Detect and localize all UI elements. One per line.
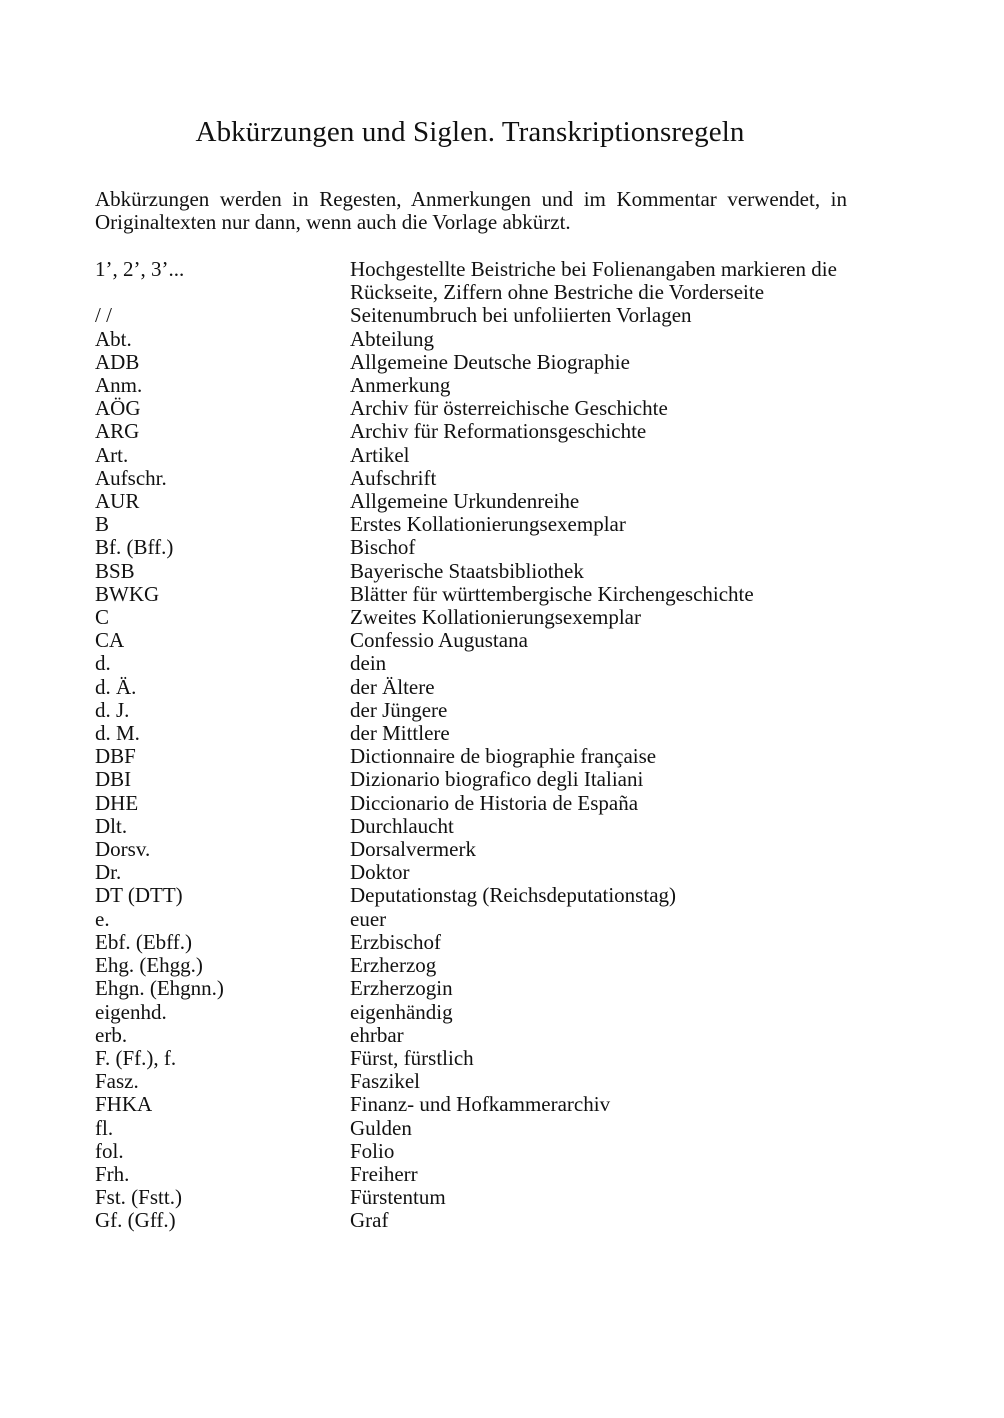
abbreviation-term: BWKG bbox=[95, 581, 160, 606]
abbreviation-row bbox=[95, 258, 895, 304]
abbreviation-meaning: dein bbox=[350, 651, 387, 676]
abbreviation-list bbox=[95, 258, 895, 1233]
abbreviation-meaning: Artikel bbox=[350, 442, 410, 467]
abbreviation-term: DBI bbox=[95, 767, 132, 792]
abbreviation-meaning: Doktor bbox=[350, 860, 410, 885]
abbreviation-meaning: Allgemeine Deutsche Biographie bbox=[350, 349, 630, 374]
abbreviation-term: Abt. bbox=[95, 326, 132, 351]
abbreviation-term: d. bbox=[95, 651, 111, 676]
abbreviation-meaning: Erzherzog bbox=[350, 953, 437, 978]
abbreviation-term: ARG bbox=[95, 419, 140, 444]
abbreviation-meaning: Erzbischof bbox=[350, 929, 441, 954]
abbreviation-term: C bbox=[95, 605, 110, 630]
abbreviation-term: Art. bbox=[95, 442, 129, 467]
abbreviation-meaning: Erstes Kollationierungsexemplar bbox=[350, 512, 626, 537]
abbreviation-row bbox=[95, 1093, 895, 1116]
abbreviation-row bbox=[95, 374, 895, 397]
abbreviation-meaning: Aufschrift bbox=[350, 465, 437, 490]
abbreviation-row bbox=[95, 1024, 895, 1047]
abbreviation-term: Ebf. (Ebff.) bbox=[95, 929, 192, 954]
abbreviation-term: Anm. bbox=[95, 373, 143, 398]
abbreviation-meaning: Graf bbox=[350, 1208, 389, 1233]
abbreviation-row bbox=[95, 351, 895, 374]
abbreviation-term: Frh. bbox=[95, 1161, 130, 1186]
abbreviation-row bbox=[95, 583, 895, 606]
abbreviation-row bbox=[95, 444, 895, 467]
abbreviation-meaning: Bayerische Staatsbibliothek bbox=[350, 558, 584, 583]
abbreviation-meaning: Erzherzogin bbox=[350, 976, 453, 1001]
abbreviation-term: 1’, 2’, 3’... bbox=[95, 257, 185, 281]
abbreviation-term: DT (DTT) bbox=[95, 883, 183, 908]
abbreviation-term: B bbox=[95, 512, 110, 537]
abbreviation-row bbox=[95, 467, 895, 490]
abbreviation-row bbox=[95, 931, 895, 954]
abbreviation-term: d. Ä. bbox=[95, 674, 137, 699]
abbreviation-term: fl. bbox=[95, 1115, 114, 1140]
abbreviation-meaning: der Jüngere bbox=[350, 697, 448, 722]
abbreviation-meaning: Fürstentum bbox=[350, 1185, 446, 1210]
abbreviation-meaning: Gulden bbox=[350, 1115, 412, 1140]
abbreviation-row bbox=[95, 884, 895, 907]
abbreviation-meaning: der Mittlere bbox=[350, 721, 450, 746]
abbreviation-row bbox=[95, 1047, 895, 1070]
abbreviation-row bbox=[95, 722, 895, 745]
abbreviation-term: AÖG bbox=[95, 396, 141, 421]
abbreviation-term: eigenhd. bbox=[95, 999, 167, 1024]
abbreviation-meaning: Seitenumbruch bei unfoliierten Vorlagen bbox=[350, 303, 692, 328]
abbreviation-term: AUR bbox=[95, 489, 140, 514]
page-title: Abkürzungen und Siglen. Transkriptionsregeln bbox=[195, 116, 745, 148]
abbreviation-meaning: Folio bbox=[350, 1138, 395, 1163]
abbreviation-term: ADB bbox=[95, 349, 140, 374]
abbreviation-term: / / bbox=[95, 303, 112, 328]
abbreviation-row bbox=[95, 513, 895, 536]
abbreviation-term: Fst. (Fstt.) bbox=[95, 1185, 182, 1210]
abbreviation-term: erb. bbox=[95, 1022, 128, 1047]
abbreviation-meaning: Allgemeine Urkundenreihe bbox=[350, 489, 580, 514]
abbreviation-meaning: Dizionario biografico degli Italiani bbox=[350, 767, 644, 792]
abbreviation-row bbox=[95, 699, 895, 722]
abbreviation-meaning: eigenhändig bbox=[350, 999, 453, 1024]
abbreviation-meaning: Bischof bbox=[350, 535, 416, 560]
abbreviation-row bbox=[95, 908, 895, 931]
abbreviation-row bbox=[95, 1117, 895, 1140]
abbreviation-meaning: Dictionnaire de biographie française bbox=[350, 744, 657, 769]
abbreviation-meaning: Archiv für österreichische Geschichte bbox=[350, 396, 668, 421]
abbreviation-term: d. J. bbox=[95, 697, 130, 722]
abbreviation-row bbox=[95, 815, 895, 838]
abbreviation-row bbox=[95, 1163, 895, 1186]
abbreviation-row bbox=[95, 1209, 895, 1232]
abbreviation-row bbox=[95, 536, 895, 559]
abbreviation-meaning: Fürst, fürstlich bbox=[350, 1045, 474, 1070]
abbreviation-row bbox=[95, 560, 895, 583]
abbreviation-row bbox=[95, 745, 895, 768]
abbreviation-term: Ehg. (Ehgg.) bbox=[95, 953, 203, 978]
abbreviation-row bbox=[95, 420, 895, 443]
abbreviation-meaning: Deputationstag (Reichsdeputationstag) bbox=[350, 883, 677, 908]
abbreviation-meaning: Diccionario de Historia de España bbox=[350, 790, 639, 815]
abbreviation-term: Bf. (Bff.) bbox=[95, 535, 174, 560]
abbreviation-term: BSB bbox=[95, 558, 135, 583]
abbreviation-term: FHKA bbox=[95, 1092, 153, 1117]
abbreviation-term: CA bbox=[95, 628, 125, 653]
abbreviation-row bbox=[95, 1140, 895, 1163]
abbreviation-meaning: Archiv für Reformationsgeschichte bbox=[350, 419, 647, 444]
abbreviation-meaning: Zweites Kollationierungsexemplar bbox=[350, 605, 641, 630]
abbreviation-row bbox=[95, 328, 895, 351]
intro-paragraph: Abkürzungen werden in Regesten, Anmerkungen und im Kommentar verwendet, in Originaltexten nur dann, wenn auch die Vorlage abkürzt. bbox=[95, 187, 847, 235]
abbreviation-row bbox=[95, 629, 895, 652]
abbreviation-meaning: Freiherr bbox=[350, 1161, 418, 1186]
abbreviation-row bbox=[95, 676, 895, 699]
abbreviation-row bbox=[95, 397, 895, 420]
abbreviation-term: DBF bbox=[95, 744, 136, 769]
abbreviation-row bbox=[95, 861, 895, 884]
abbreviation-meaning: Finanz- und Hofkammerarchiv bbox=[350, 1092, 611, 1117]
abbreviation-term: Aufschr. bbox=[95, 465, 167, 490]
abbreviation-row bbox=[95, 792, 895, 815]
abbreviation-meaning: der Ältere bbox=[350, 674, 435, 699]
abbreviation-row bbox=[95, 768, 895, 791]
abbreviation-term: Fasz. bbox=[95, 1069, 139, 1094]
abbreviation-term: e. bbox=[95, 906, 110, 931]
abbreviation-row bbox=[95, 652, 895, 675]
abbreviation-term: Dr. bbox=[95, 860, 122, 885]
abbreviation-term: F. (Ff.), f. bbox=[95, 1045, 177, 1070]
abbreviation-term: Dorsv. bbox=[95, 837, 151, 862]
abbreviation-row bbox=[95, 606, 895, 629]
abbreviation-meaning: Blätter für württembergische Kirchengeschichte bbox=[350, 581, 754, 606]
abbreviation-row bbox=[95, 954, 895, 977]
abbreviation-row bbox=[95, 1070, 895, 1093]
abbreviation-meaning: Durchlaucht bbox=[350, 813, 454, 838]
abbreviation-meaning: Anmerkung bbox=[350, 373, 451, 398]
abbreviation-row bbox=[95, 1186, 895, 1209]
abbreviation-row bbox=[95, 977, 895, 1000]
abbreviation-row bbox=[95, 304, 895, 327]
abbreviation-term: Ehgn. (Ehgnn.) bbox=[95, 976, 224, 1001]
abbreviation-meaning: Abteilung bbox=[350, 326, 434, 351]
abbreviation-meaning: euer bbox=[350, 906, 387, 931]
abbreviation-meaning: Confessio Augustana bbox=[350, 628, 528, 653]
abbreviation-meaning: ehrbar bbox=[350, 1022, 404, 1047]
abbreviation-meaning: Hochgestellte Beistriche bei Folienangaben markieren die Rückseite, Ziffern ohne Bestriche die Vorderseite bbox=[350, 257, 837, 305]
abbreviation-meaning: Dorsalvermerk bbox=[350, 837, 476, 862]
abbreviation-term: d. M. bbox=[95, 721, 140, 746]
abbreviation-row bbox=[95, 1001, 895, 1024]
abbreviation-term: DHE bbox=[95, 790, 139, 815]
abbreviation-term: Dlt. bbox=[95, 813, 128, 838]
abbreviation-row bbox=[95, 838, 895, 861]
abbreviation-row bbox=[95, 490, 895, 513]
abbreviation-meaning: Faszikel bbox=[350, 1069, 420, 1094]
abbreviation-term: Gf. (Gff.) bbox=[95, 1208, 176, 1233]
abbreviation-term: fol. bbox=[95, 1138, 124, 1163]
